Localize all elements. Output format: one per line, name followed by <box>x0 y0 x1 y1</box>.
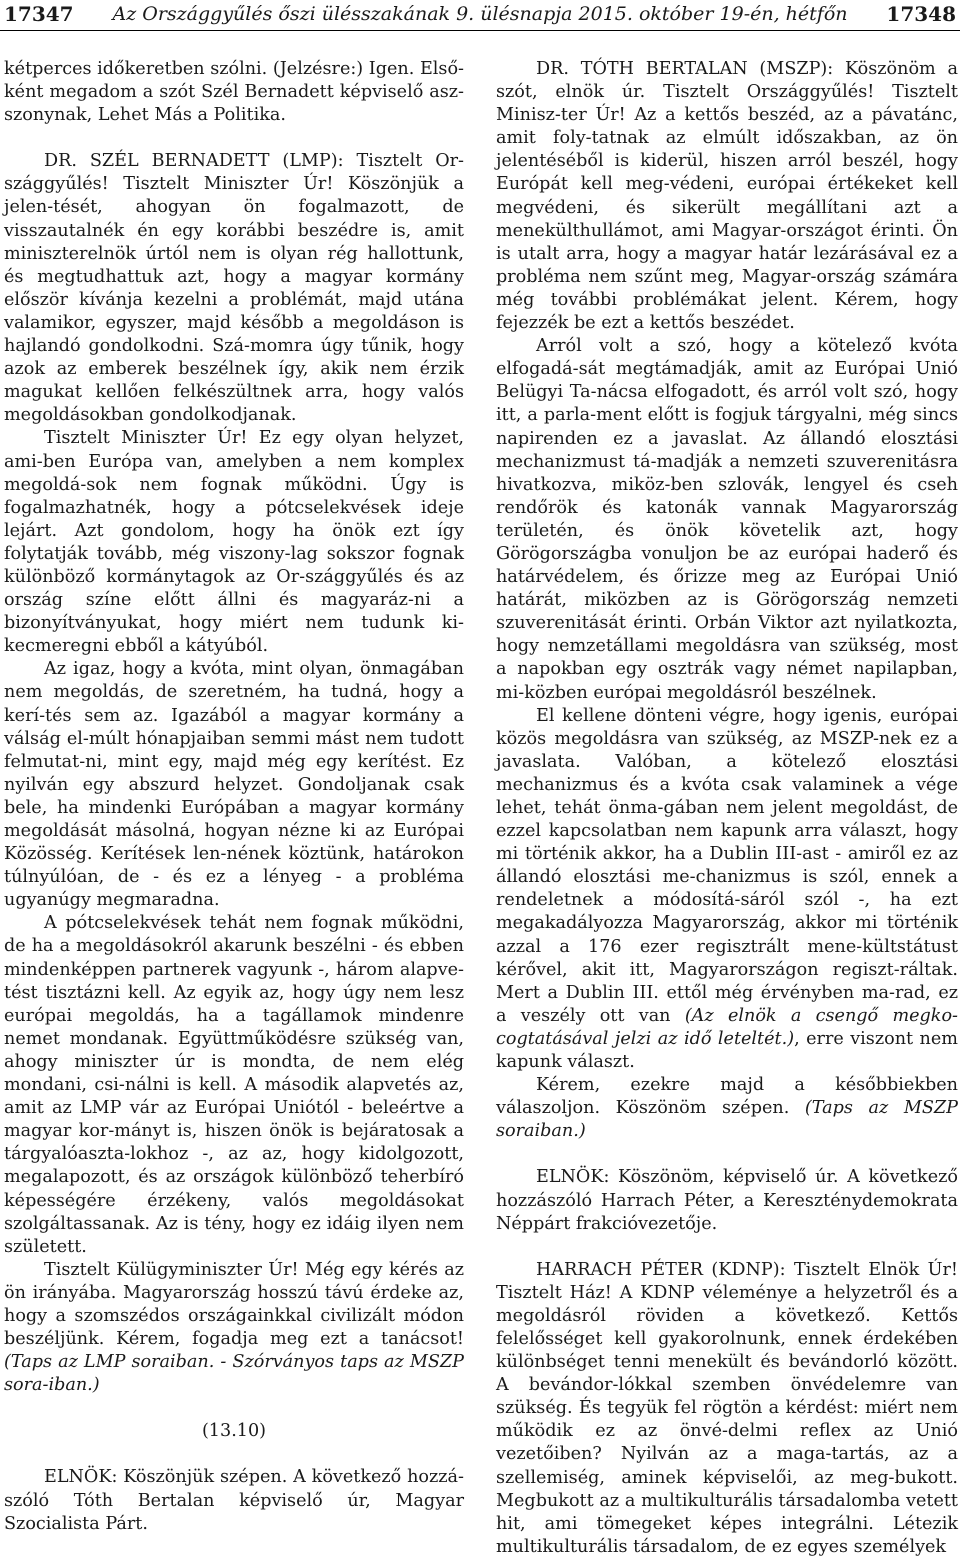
right-column <box>496 58 958 1559</box>
paragraph-toth-2: Arról volt a szó, hogy a kötelező kvóta elfogadá-sát megtámadják, amit az Európai Unió Belügyi Ta-nácsa elfogadott, és arról volt szó, hogy itt, a parla-ment előtt is fogjuk tárgyalni, még sincs napirenden ez a javaslat. Az állandó elosztási mechanizmust tá-madják a nemzeti szuverenitásra hivatkozva, miköz-ben szlovák, lengyel és cseh rendőrök és katonák vannak Magyarország területén, és önök követelik azt, hogy Görögországba vonuljon be az európai haderő és határvédelem, és őrizze meg az Európai Unió határát, miközben az is Görögország nemzeti szuverenitását érinti. Orbán Viktor azt nyilatkozta, hogy nemzetállami megoldásra van szükség, most a napokban egy osztrák vagy német napilapban, mi-közben európai megoldásról beszélnek. <box>496 336 958 703</box>
paragraph-chair-2: ELNÖK: Köszönöm, képviselő úr. A következő hozzászóló Harrach Péter, a Kereszténydemokrata Néppárt frakcióvezetője. <box>496 1167 958 1234</box>
paragraph-intro: kétperces időkeretben szólni. (Jelzésre:) Igen. Első- ként megadom a szót Szél Bernadett képviselő asz- szonynak, Lehet Más a Politika. <box>4 59 464 126</box>
bell-note: (Az elnök a csengő megko-cogtatásával jelzi az idő leteltét.) <box>496 1005 958 1049</box>
paragraph-szel-speech: DR. SZÉL BERNADETT (LMP): Tisztelt Or-szággyűlés! Tisztelt Miniszter Úr! Köszönjük a jelen-tését, ahogyan ön fogalmazott, de visszautalnék én egy korábbi beszédre is, amit miniszterelnök úrtól nem is olyan rég hallottunk, és megtudhattuk azt, hogy a magyar kormány először kívánja kezelni a problémát, majd utána valamikor, egyszer, majd később a megoldáson is hajlandó gondolkodni. Szá-momra úgy tűnik, hogy azok az emberek beszélnek így, akik nem érzik magukat kellően felkészültnek arra, hogy valós megoldásokban gondolkodjanak. <box>4 151 465 426</box>
page-header <box>0 0 960 31</box>
paragraph-szel-3: Az igaz, hogy a kvóta, mint olyan, önmagában nem megoldás, de szeretném, ha tudná, hogy a kerí-tés sem az. Igazából a magyar kormány a válság el-múlt hónapjaiban semmi mást nem tudott felmutat-ni, mint egy, majd még egy kerítést. Ez nyilván egy abszurd helyzet. Gondoljanak csak bele, ha mindenki Európában a magyar kormány megoldását másolná, hogyan nézne ki az Európai Közösség. Kerítések len-nének köztünk, határokon túlnyúlóan, de - és ez a lényeg - a probléma ugyanúgy megmaradna. <box>4 659 464 911</box>
page-number-left: 17347 <box>4 2 74 26</box>
paragraph-harrach-1: HARRACH PÉTER (KDNP): Tisztelt Elnök Úr! Tisztelt Ház! A KDNP véleménye a helyzetről és a megoldásról röviden a következő. Kettős felelősséget kell gyakorolnunk, ennek érdekében különbséget tenni menekült és bevándorló között. A bevándor-lókkal szemben önvédelemre van szükség. És tegyük fel rögtön a kérdést: miért nem működik ez az önvé-delmi reflex az Unió vezetőiben? Nyilván az a maga-tartás, az a szellemiség, aminek képviselői, az meg-bukott. Megbukott az a multikulturális társadalomba vetett hit, ami tömegeket képes integrálni. Létezik multikulturális társadalom, de ez egyes személyek <box>496 1259 958 1557</box>
left-column <box>4 58 464 1536</box>
paragraph-toth-1: DR. TÓTH BERTALAN (MSZP): Köszönöm a szót, elnök úr. Tisztelt Országgyűlés! Tisztelt Minisz-ter Úr! Az a kettős beszéd, az a pávatánc, amit foly-tatnak az elmúlt időszakban, az ön jelentéséből is kiderül, hiszen arról beszél, hogy Európát kell meg-védeni, európai értékeket kell megvédeni, és sikerült megállítani azt a menekülthullámot, ami Magyar-országot érinti. Ön is utalt arra, hogy a magyar határ lezárásával ez a probléma nem szűnt meg, Magyar-ország számára még további problémákat jelent. Kérem, hogy fejezzék be ezt a kettős beszédet. <box>496 59 958 334</box>
paragraph-chair-1: ELNÖK: Köszönjük szépen. A következő hozzá-szóló Tóth Bertalan képviselő úr, Magyar Szocialista Párt. <box>4 1467 464 1534</box>
speaker-szel: DR. SZÉL BERNADETT (LMP): Tisztelt Or-szággyűlés! Tisztelt Miniszter Úr! <box>4 151 464 195</box>
paragraph-szel-2: Tisztelt Miniszter Úr! Ez egy olyan helyzet, ami-ben Európa van, amelyben a nem komplex megoldá-sok nem fognak működni. Úgy is fogalmazhatnék, hogy a pótcselekvések ideje lejárt. Azt gondolom, hogy ha önök ezt így folytatják tovább, még viszony-lag sokszor fognak különböző kormánytagok az Or-szággyűlés és az ország színe előtt állni és magyaráz-ni a bizonyítványukat, hogy miért nem tudunk ki-kecmeregni ebből a kátyúból. <box>4 428 464 657</box>
paragraph-toth-4: Kérem, ezekre majd a későbbiekben válaszoljon. Köszönöm szépen. (Taps az MSZP soraiban.) <box>496 1075 958 1142</box>
time-marker: (13.10) <box>201 1421 267 1442</box>
applause-note-mszp: (Taps az MSZP soraiban.) <box>496 1098 958 1142</box>
running-title: Az Országgyűlés őszi ülésszakának 9. ülésnapja 2015. október 19-én, hétfőn <box>112 3 848 25</box>
paragraph-szel-5: Tisztelt Külügyminiszter Úr! Még egy kérés az ön irányába. Magyarország hosszú távú érdeke az, hogy a szomszédos országainkkal civilizált módon beszéljünk. Kérem, fogadja meg ezt a tanácsot! (Taps az LMP soraiban. - Szórványos taps az MSZP sora-iban.) <box>4 1259 464 1396</box>
page-number-right: 17348 <box>886 2 956 26</box>
applause-note: (Taps az LMP soraiban. - Szórványos taps az MSZP sora-iban.) <box>4 1352 464 1396</box>
paragraph-toth-3: El kellene dönteni végre, hogy igenis, európai közös megoldásra van szükség, az MSZP-nek ez a javaslata. Valóban, a kötelező elosztási mechanizmus és a kvóta csak valaminek a vége lehet, tehát önma-gában nem jelent megoldást, de ezzel kapcsolatban nem kapunk arra választ, hogy mi történik akkor, ha a Dublin III-ast - amiről ez az állandó elosztási me-chanizmus is szól, ennek a rendeletnek a módosítá-sáról szól -, ha ezt megakadályozza Magyarország, akkor mi történik azzal a 176 ezer regisztrált mene-kültstátust kérővel, akit itt, Magyarországon regiszt-ráltak. Mert a Dublin III. ettől még érvényben ma-rad, ez a veszély ott van (Az elnök a csengő megko-cogtatásával jelzi az idő leteltét.), erre viszont nem kapunk választ. <box>496 705 958 1073</box>
paragraph-szel-4: A pótcselekvések tehát nem fognak működni, de ha a megoldásokról akarunk beszélni - és ebben mindenképpen partnerek vagyunk -, három alapve-tést tisztázni kell. Az egyik az, hogy úgy nem lesz európai megoldás, ha a tagállamok mindenre nemet mondanak. Együttműködésre szükség van, ahogy miniszter úr is mondta, de nem elég mondani, csi-nálni is kell. A második alapvetés az, amit az LMP vár az Európai Uniótól - beleértve a magyar kor-mányt is, hiszen önök is bejáratosak a tárgyalóaszta-lokhoz -, az az, hogy kidolgozott, megalapozott, és az országok különböző teherbíró képességére érzékeny, valós megoldásokat szolgáltassanak. Az is tény, hogy ez idáig ilyen nem született. <box>4 913 464 1257</box>
